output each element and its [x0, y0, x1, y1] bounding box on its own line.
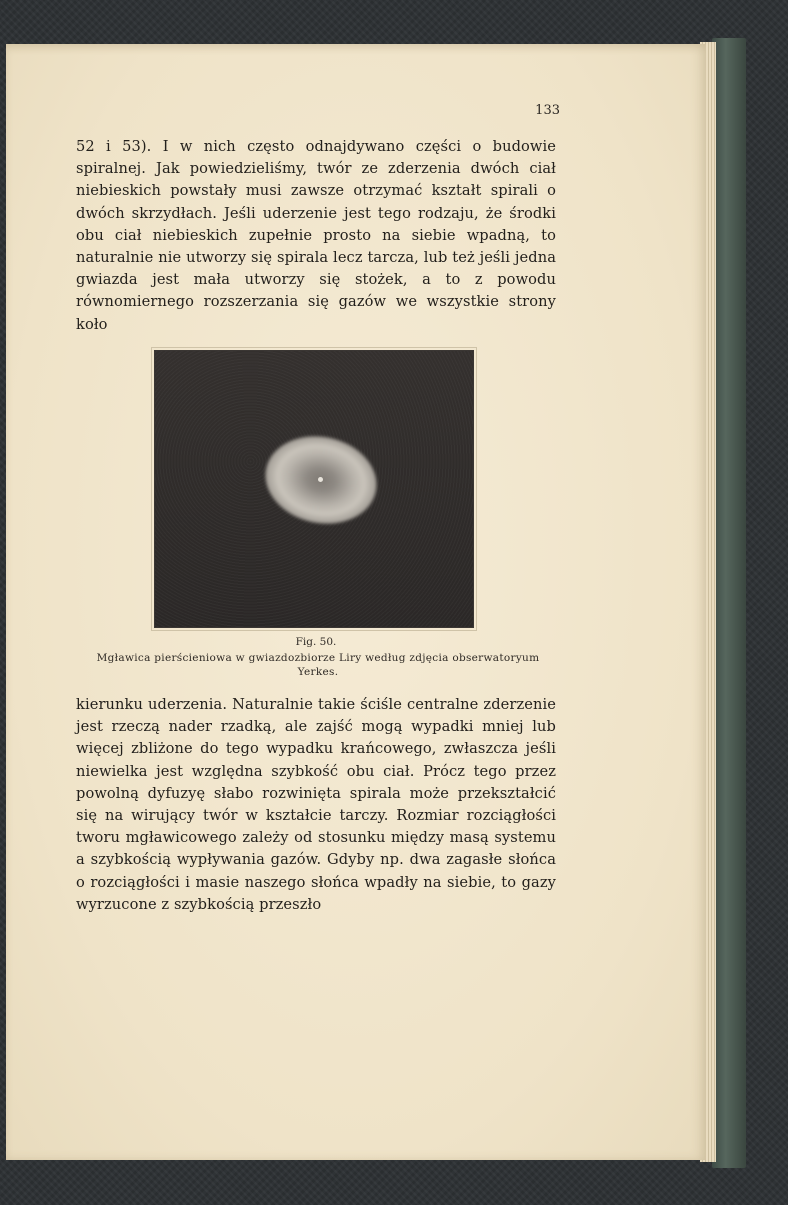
- cover-board-edge: [712, 38, 746, 1168]
- central-star: [318, 477, 323, 482]
- nebula-photograph: [154, 350, 474, 628]
- page-number: 133: [535, 103, 560, 118]
- figure-caption: Mgławica pierścieniowa w gwiazdozbiorze Liry według zdjęcia obserwatoryum Yerkes.: [96, 652, 540, 678]
- figure-label: Fig. 50.: [295, 636, 337, 648]
- paragraph-bottom: kierunku uderzenia. Naturalnie takie ściśle centralne zderzenie jest rzeczą nader rzadką, ale zajść mogą wypadki mniej lub więcej zbliżone do tego wypadku krańcowego, zwłaszcza jeśli niewielka jest względna szybkość obu ciał. Prócz tego przez powolną dyfuzyę słabo rozwinięta spirala może przekształcić się na wirujący twór w kształcie tarczy. Rozmiar rozciągłości tworu mgławicowego zależy od stosunku między masą systemu a szybkością wypływania gazów. Gdyby np. dwa zagasłe słońca o rozciągłości i masie naszego słońca wpadły na siebie, to gazy wyrzucone z szybkością przeszło: [76, 696, 556, 913]
- paragraph-top: 52 i 53). I w nich często odnajdywano części o budowie spiralnej. Jak powiedzieliśmy, twór ze zderzenia dwóch ciał niebieskich powstały musi zawsze otrzymać kształt spirali o dwóch skrzydłach. Jeśli uderzenie jest tego rodzaju, że środki obu ciał niebieskich zupełnie prosto na siebie wpadną, to naturalnie nie utworzy się spirala lecz tarcza, lub też jeśli jedna gwiazda jest mała utworzy się stożek, a to z powodu równomiernego rozszerzania się gazów we wszystkie strony koło: [76, 138, 556, 333]
